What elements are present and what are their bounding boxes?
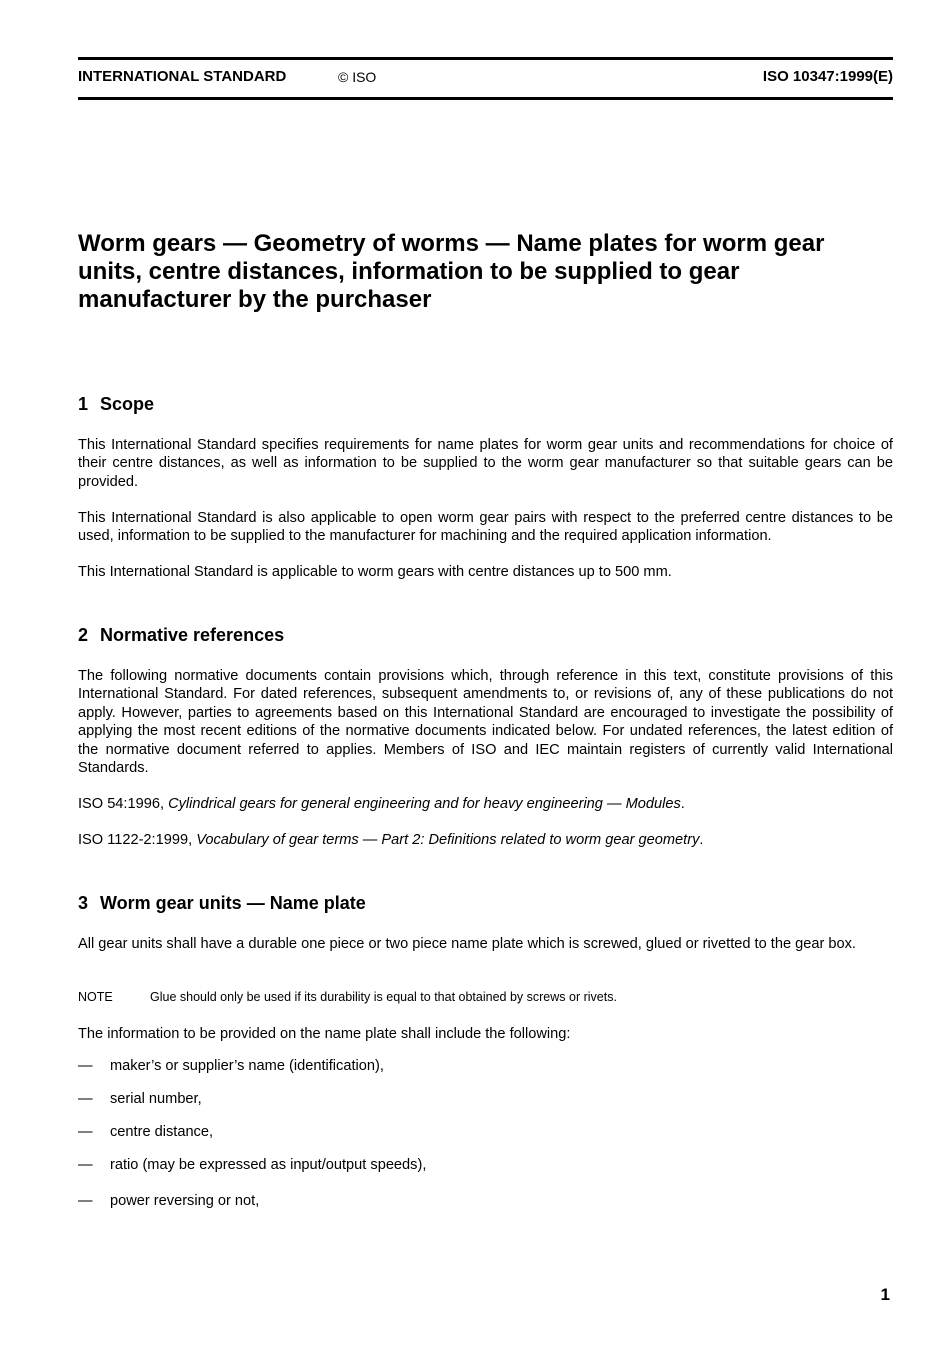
section-title: Scope <box>100 394 155 414</box>
normative-paragraph: The following normative documents contain provisions which, through reference in this text, constitute provisions of this International Standard. For dated references, subsequent amendments to, or revisions of, any of these publications do not apply. However, parties to agreements based on this International Standard are encouraged to investigate the possibility of applying the most recent editions of the normative documents indicated below. For undated references, the latest edition of the normative document referred to applies. Members of ISO and IEC maintain registers of currently valid International Standards. <box>78 668 893 777</box>
dash-bullet: — <box>78 1058 93 1074</box>
note-text: Glue should only be used if its durability is equal to that obtained by screws or rivets. <box>150 990 617 1004</box>
list-item <box>78 1091 893 1107</box>
scope-paragraph-2: This International Standard is also applicable to open worm gear pairs with respect to the preferred centre distances to be used, information to be supplied to the manufacturer for machining and the required application information. <box>78 510 893 545</box>
section-title: Worm gear units — Name plate <box>100 893 366 913</box>
section-heading-name-plate <box>78 893 366 914</box>
section-title: Normative references <box>100 625 285 645</box>
header-rule-bottom <box>78 97 893 100</box>
list-item-text: power reversing or not, <box>110 1193 260 1209</box>
reference-end: . <box>680 796 685 812</box>
page-number: 1 <box>880 1285 890 1304</box>
list-item-text: centre distance, <box>110 1124 214 1140</box>
copyright-notice: © ISO <box>338 69 377 85</box>
dash-bullet: — <box>78 1124 93 1140</box>
section-number: 1 <box>78 394 89 414</box>
list-item-text: ratio (may be expressed as input/output speeds), <box>110 1157 427 1173</box>
reference-code: ISO 1122-2:1999, <box>78 832 193 848</box>
section-number: 2 <box>78 625 89 645</box>
reference-end: . <box>699 832 704 848</box>
section-heading-scope <box>78 394 154 415</box>
document-title: Worm gears — Geometry of worms — Name plates for worm gear units, centre distances, information to be supplied to gear manufacturer by the purchaser <box>78 230 825 313</box>
dash-bullet: — <box>78 1091 93 1107</box>
list-item <box>78 1193 893 1209</box>
list-item-text: maker’s or supplier’s name (identification), <box>110 1058 384 1074</box>
standard-label: INTERNATIONAL STANDARD <box>78 68 287 85</box>
nameplate-paragraph: All gear units shall have a durable one piece or two piece name plate which is screwed, glued or rivetted to the gear box. <box>78 936 856 952</box>
list-item-text: serial number, <box>110 1091 202 1107</box>
dash-bullet: — <box>78 1193 93 1209</box>
section-heading-normative-references <box>78 625 284 646</box>
scope-paragraph-3: This International Standard is applicable to worm gears with centre distances up to 500 mm. <box>78 564 672 580</box>
document-page <box>78 0 893 1345</box>
note <box>78 990 893 1004</box>
reference-iso-1122-2 <box>78 831 893 849</box>
note-label: NOTE <box>78 990 113 1004</box>
nameplate-intro: The information to be provided on the name plate shall include the following: <box>78 1026 571 1042</box>
scope-paragraph-1: This International Standard specifies requirements for name plates for worm gear units and recommendations for choice of their centre distances, as well as information to be supplied to the worm gear manufacturer so that suitable gears can be provided. <box>78 437 893 490</box>
reference-title: Cylindrical gears for general engineering and for heavy engineering — Modules <box>168 796 681 812</box>
dash-bullet: — <box>78 1157 93 1173</box>
list-item <box>78 1124 893 1140</box>
list-item <box>78 1058 893 1074</box>
list-item <box>78 1157 893 1173</box>
reference-title: Vocabulary of gear terms — Part 2: Definitions related to worm gear geometry <box>196 832 700 848</box>
reference-iso-54 <box>78 795 893 813</box>
running-header <box>78 68 893 90</box>
reference-code: ISO 54:1996, <box>78 796 165 812</box>
document-reference: ISO 10347:1999(E) <box>762 68 893 85</box>
header-rule-top <box>78 57 893 60</box>
section-number: 3 <box>78 893 89 913</box>
